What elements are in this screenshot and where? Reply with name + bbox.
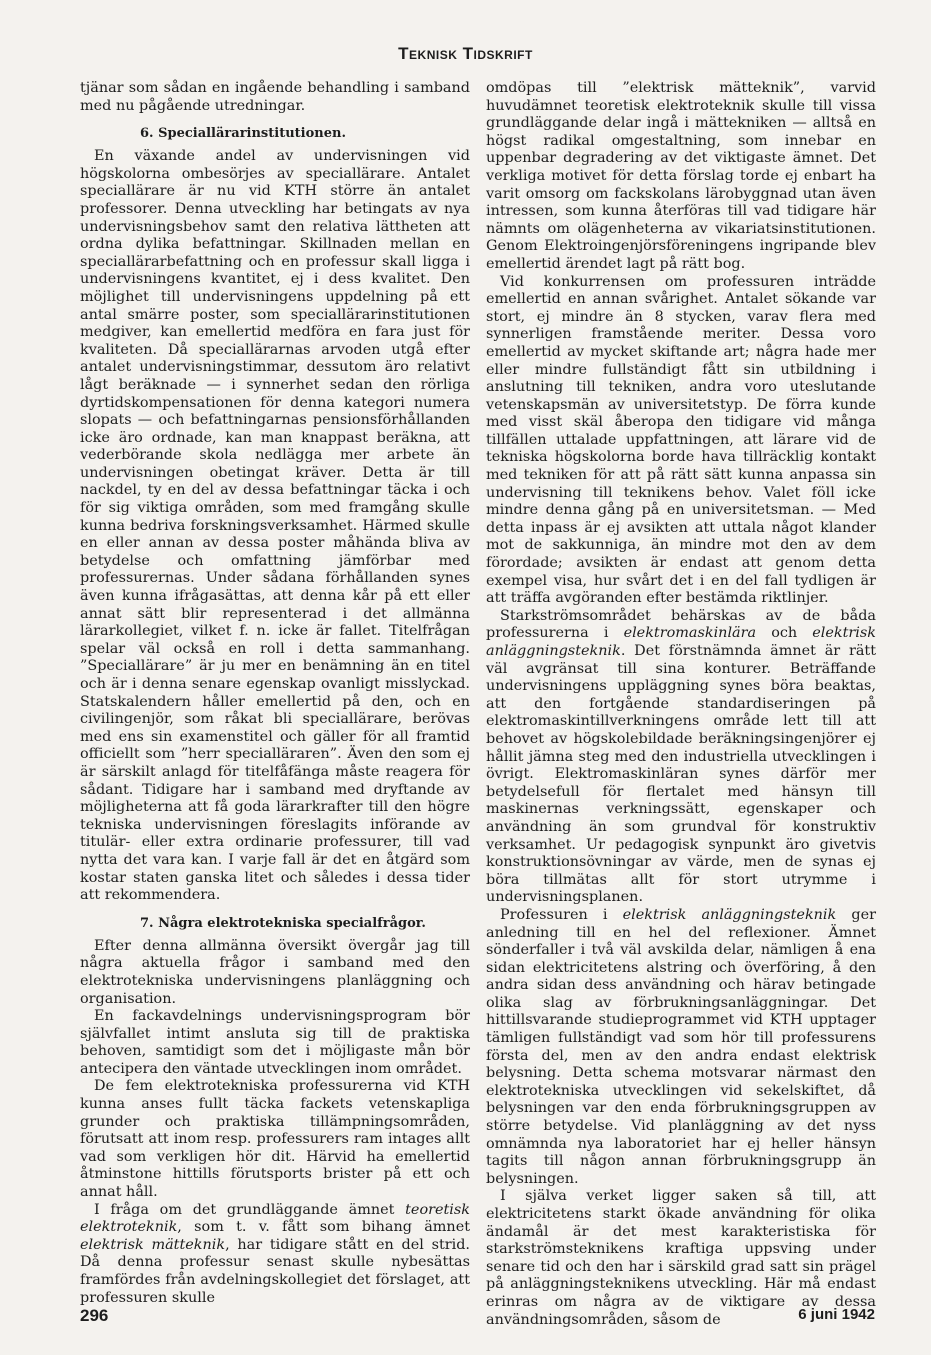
paragraph: En växande andel av undervisningen vid högskolorna ombesörjes av speciallärare. Antalet speciallärare är nu vid KTH större än antalet professorer. Denna utveckling har betingats av nya undervisningsbehov samt den relativa lättheten att ordna dylika befattningar. Skillnaden mellan en speciallärarbefattning och en professur skall ligga i undervisningens kvantitet, ej i dess kvalitet. Den möjlighet till undervisningens uppdelning på ett antal smärre poster, som speciallärarinstitutionen medgiver, kan emellertid medföra en fara just för kvaliteten. Då speciallärarnas arvoden utgå efter antalet undervisningstimmar, dessutom äro relativt lågt beräknade — i synnerhet sedan den rörliga dyrtidskompensationen för denna kategori numera slopats — och befattningarnas pensionsförhållanden icke äro ordnade, kan man knappast beräkna, att vederbörande skola nedlägga mer arbete än undervisningen obetingat kräver. Detta är till nackdel, ty en del av dessa befattningar täcka i och för sig viktiga områden, som med framgång skulle kunna bedriva forskningsverksamhet. Härmed skulle en eller annan av dessa poster måhända bliva av betydelse och omfattning jämförbar med professurernas. Under sådana förhållanden synes även kunna ifrågasättas, att denna kår på ett eller annat sätt blir representerad i det allmänna lärarkollegiet, vilket f. n. icke är fallet. Titelfrågan spelar väl också en roll i detta sammanhang. ”Speciallärare” är ju mer en benämning än en titel och är i denna senare egenskap ovanligt misslyckad. Statskalendern håller emellertid på den, och en civilingenjör, som råkat bli speciallärare, berövas med ens sin examenstitel och gäller för all framtid officiellt som ”herr specialläraren”. Även den som ej är särskilt anlagd för titelfåfänga måste reagera för sådant. Tidigare har i samband med dryftande av möjligheterna att få goda lärarkrafter till den högre tekniska undervisningen föreslagits införande av titulär- eller extra ordinarie professurer, till vad nytta det vara kan. I varje fall är det en åtgärd som kostar staten ganska litet och således i dessa tider att rekommendera. [80,148,470,904]
page-number: 296 [80,1306,109,1325]
section-heading-7: 7. Några elektrotekniska specialfrågor. [140,915,426,931]
journal-title: Teknisk Tidskrift [398,44,533,63]
paragraph: tjänar som sådan en ingående behandling i samband med nu pågående utredningar. [80,80,470,114]
text-run: och [756,625,813,642]
paragraph: En fackavdelnings undervisningsprogram bör självfallet intimt ansluta sig till de praktiska behoven, samtidigt som det i möjligaste mån bör antecipera den väntade utvecklingen inom området. [80,1008,470,1077]
paragraph: De fem elektrotekniska professurerna vid KTH kunna anses fullt täcka fackets vetenskapliga grunder och praktiska tillämpningsområden, förutsatt att inom resp. professurers ram intages allt vad som verkligen hör dit. Härvid ha emellertid åtminstone hittills förutsports brister på ett och annat håll. [80,1078,470,1201]
left-column [80,80,470,1307]
paragraph [486,608,876,907]
paragraph: I själva verket ligger saken så till, att elektricitetens starkt ökade användning för olika ändamål är det mest karakteristiska för starkströmsteknikens kraftiga uppsving under senare tid och den har i särskild grad satt sin prägel på anläggningsteknikens utveckling. Här må endast erinras om några av de viktigare av dessa användningsområden, såsom de [486,1188,876,1328]
right-column [486,80,876,1329]
section-heading-6: 6. Speciallärarinstitutionen. [140,126,346,142]
paragraph: omdöpas till ”elektrisk mätteknik”, varvid huvudämnet teoretisk elektroteknik skulle till vissa grundläggande delar ingå i mättekniken — alltså en högst radikal omgestaltning, som innebar en uppenbar degradering av det viktigaste ämnet. Det verkliga motivet för detta förslag torde ej enbart ha varit omsorg om fackskolans lärobyggnad utan även intressen, som kunna återföras till vad tidigare här nämnts om olägenheterna av vikariatsinstitutionen. Genom Elektroingenjörsföreningens ingripande blev emellertid ärendet lagt på rätt bog. [486,80,876,272]
paragraph [486,907,876,1189]
text-run: , har tidigare stått en del strid. Då denna professur senast skulle nybesättas framfördes från avdelningskollegiet det förslaget, att professuren skulle [80,1236,471,1306]
text-run: I fråga om det grundläggande ämnet [94,1201,406,1218]
paragraph [80,1202,470,1308]
issue-date: 6 juni 1942 [798,1306,875,1323]
text-run: Starkströmsområdet behärskas av de båda professurerna i [486,607,876,642]
italic-term: elektromaskinlära [623,625,757,642]
italic-term: elektrisk anläggningsteknik [622,906,837,923]
text-run: ger anledning till en hel del reflexioner. Ämnet sönderfaller i två väl avskilda delar, nämligen å ena sidan elektricitetens alstring och överföring, å den andra sidan dess användning och härav betingade olika slag av förbrukningsanläggningar. Det hittillsvarande studieprogrammet vid KTH upptager tämligen fullständigt vad som hör till professurens första del, men av den andra endast elektrisk belysning. Detta schema motsvarar närmast den elektrotekniska utvecklingen vid sekelskiftet, då belysningen var den enda förbrukningsgruppen av större betydelse. Vid planläggning av det nyss omnämnda nya laboratoriet har ej heller hänsyn tagits till någon annan förbrukningsgrupp än belysningen. [486,906,876,1187]
italic-term: elektrisk mätteknik [80,1236,226,1253]
paragraph: Efter denna allmänna översikt övergår jag till några aktuella frågor i samband med den elektrotekniska undervisningens planläggning och organisation. [80,937,470,1007]
text-run: Professuren i [500,906,623,923]
italic-term: elektrisk anläggningsteknik [486,625,877,659]
text-run: . Det förstnämnda ämnet är rätt väl avgränsat till sina konturer. Beträffande undervisningens uppläggning synes böra beaktas, att den fortgående standardiseringen på elektromaskintillverkningens område lett till att behovet av högskolebildade beräkningsingenjörer ej hållit jämna steg med den industriella utvecklingen i övrigt. Elektromaskinläran synes därför mer betydelsefull för flertalet med hänsyn till maskinernas verkningssätt, egenskaper och användning än som grundval för konstruktiv verksamhet. Ur pedagogisk synpunkt äro givetvis konstruktionsövningar av värde, men de synas ej böra tillmätas allt för stort utrymme i undervisningsplanen. [486,643,876,906]
text-run: , som t. v. fått som bihang ämnet [177,1219,470,1236]
paragraph: Vid konkurrensen om professuren inträdde emellertid en annan svårighet. Antalet sökande var stort, ej mindre än 8 stycken, varav flera med synnerligen framstående meriter. Dessa voro emellertid av mycket skiftande art; några hade mer eller mindre fullständigt fått sin utbildning i anslutning till tekniken, andra voro uteslutande vetenskapsmän av universitetstyp. De förra kunde med visst skäl åberopa den tidigare vid många tillfällen uttalade uppfattningen, att lärare vid de tekniska högskolorna borde hava tillräcklig kontakt med tekniken för att på rätt sätt kunna anpassa sin undervisning till teknikens behov. Valet föll icke mindre denna gång på en universitetsman. — Med detta inpass är ej avsikten att uttala något klander mot de sakkunniga, än mindre mot den av dem förordade; avsikten är endast att genom detta exempel visa, hur svårt det i en del fall tydligen är att träffa avgöranden efter bestämda riktlinjer. [486,273,876,607]
italic-term: teoretisk elektroteknik [80,1201,470,1236]
